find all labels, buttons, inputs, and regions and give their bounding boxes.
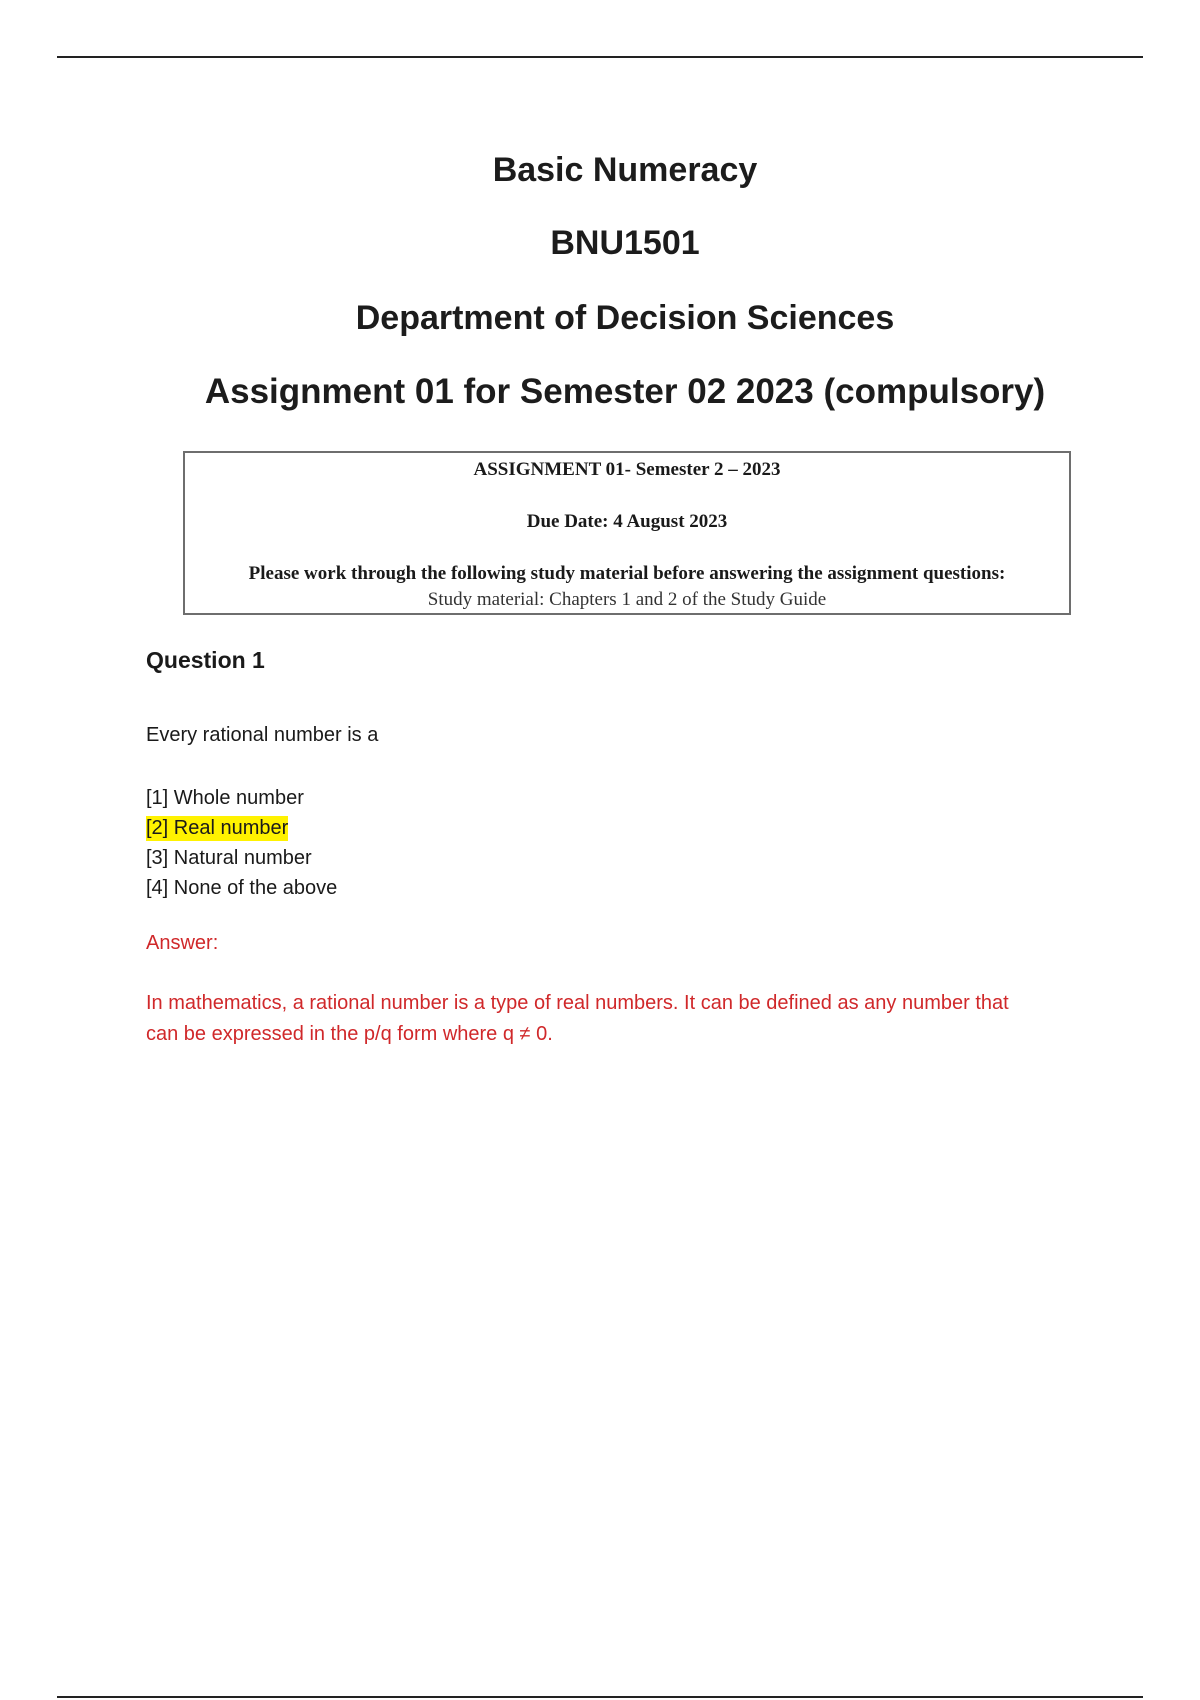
answer-label: Answer: [146,932,219,954]
top-rule [57,56,1143,58]
assignment-info-box [183,451,1071,615]
option-2-label: [2] Real number [146,817,289,839]
course-name: Basic Numeracy [492,151,758,189]
answer-explanation: In mathematics, a rational number is a type of real numbers. It can be defined as any number that can be expressed in the p/q form where q ≠ 0. [146,992,1009,1045]
option-4 [146,873,337,903]
assignment-line: ASSIGNMENT 01- Semester 2 – 2023 [473,459,781,480]
question-heading: Question 1 [146,647,265,673]
assignment-title: Assignment 01 for Semester 02 2023 (compulsory) [204,372,1046,411]
option-3-label: [3] Natural number [146,847,312,869]
option-4-label: [4] None of the above [146,877,338,899]
study-instruction: Please work through the following study material before answering the assignment questions: [248,563,1006,584]
course-code: BNU1501 [550,224,700,262]
answer-options [146,783,337,903]
due-date: Due Date: 4 August 2023 [526,511,728,532]
study-material: Study material: Chapters 1 and 2 of the Study Guide [427,589,827,610]
option-1 [146,783,337,813]
bottom-rule [57,1696,1143,1698]
department-name: Department of Decision Sciences [355,299,895,337]
option-2 [146,813,337,843]
question-prompt: Every rational number is a [146,724,379,746]
option-3 [146,843,337,873]
option-1-label: [1] Whole number [146,787,304,809]
